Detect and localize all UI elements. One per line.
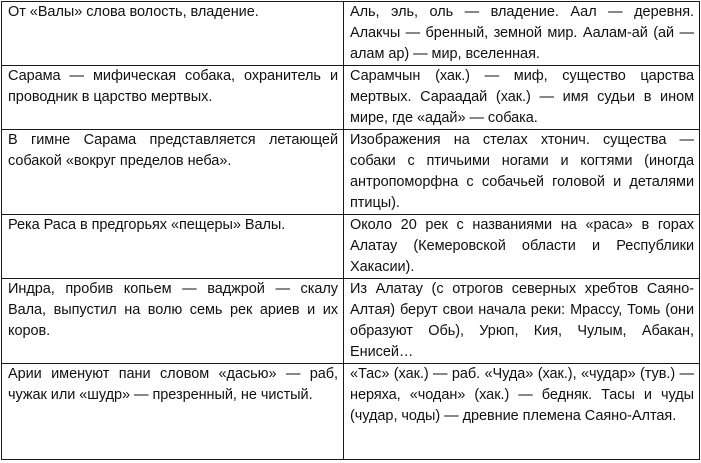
table-row [2, 215, 700, 279]
table-cell-left: Река Раса в предгорьях «пещеры» Валы. [2, 215, 344, 279]
table-row [2, 66, 700, 130]
table-row [2, 130, 700, 215]
table-cell-right: Сарамчын (хак.) — миф, существо царства мертвых. Сараадай (хак.) — имя судьи в ином мире, где «адай» — собака. [344, 66, 700, 130]
table-row [2, 364, 700, 460]
table-cell-left: В гимне Сарама представляется летающей собакой «вокруг пределов неба». [2, 130, 344, 215]
table-cell-right: Аль, эль, оль — владение. Аал — деревня. Алакчы — бренный, земной мир. Аалам-ай (ай — алам ар) — мир, вселенная. [344, 2, 700, 66]
table-cell-left: Индра, пробив копьем — ваджрой — скалу Вала, выпустил на волю семь рек ариев и их коров. [2, 279, 344, 364]
table-cell-left: От «Валы» слова волость, владение. [2, 2, 344, 66]
table-row [2, 279, 700, 364]
table-cell-right: Около 20 рек с названиями на «раса» в горах Алатау (Кемеровской области и Республики Хакасии). [344, 215, 700, 279]
table-cell-left: Арии именуют пани словом «дасью» — раб, чужак или «шудр» — презренный, не чистый. [2, 364, 344, 460]
table-cell-right: Изображения на стелах хтонич. существа — собаки с птичьими ногами и когтями (иногда антропоморфна с собачьей головой и деталями птицы). [344, 130, 700, 215]
table-cell-right: «Тас» (хак.) — раб. «Чуда» (хак.), «чудар» (тув.) — неряха, «чодан» (хак.) — бедняк. Тасы и чуды (чудар, чоды) — древние племена Саяно-Алтая. [344, 364, 700, 460]
table-row [2, 2, 700, 66]
comparison-table [1, 1, 700, 460]
table-cell-right: Из Алатау (с отрогов северных хребтов Саяно-Алтая) берут свои начала реки: Мрассу, Томь (они образуют Обь), Урюп, Кия, Чулым, Абакан, Енисей… [344, 279, 700, 364]
table-cell-left: Сарама — мифическая собака, охранитель и проводник в царство мертвых. [2, 66, 344, 130]
